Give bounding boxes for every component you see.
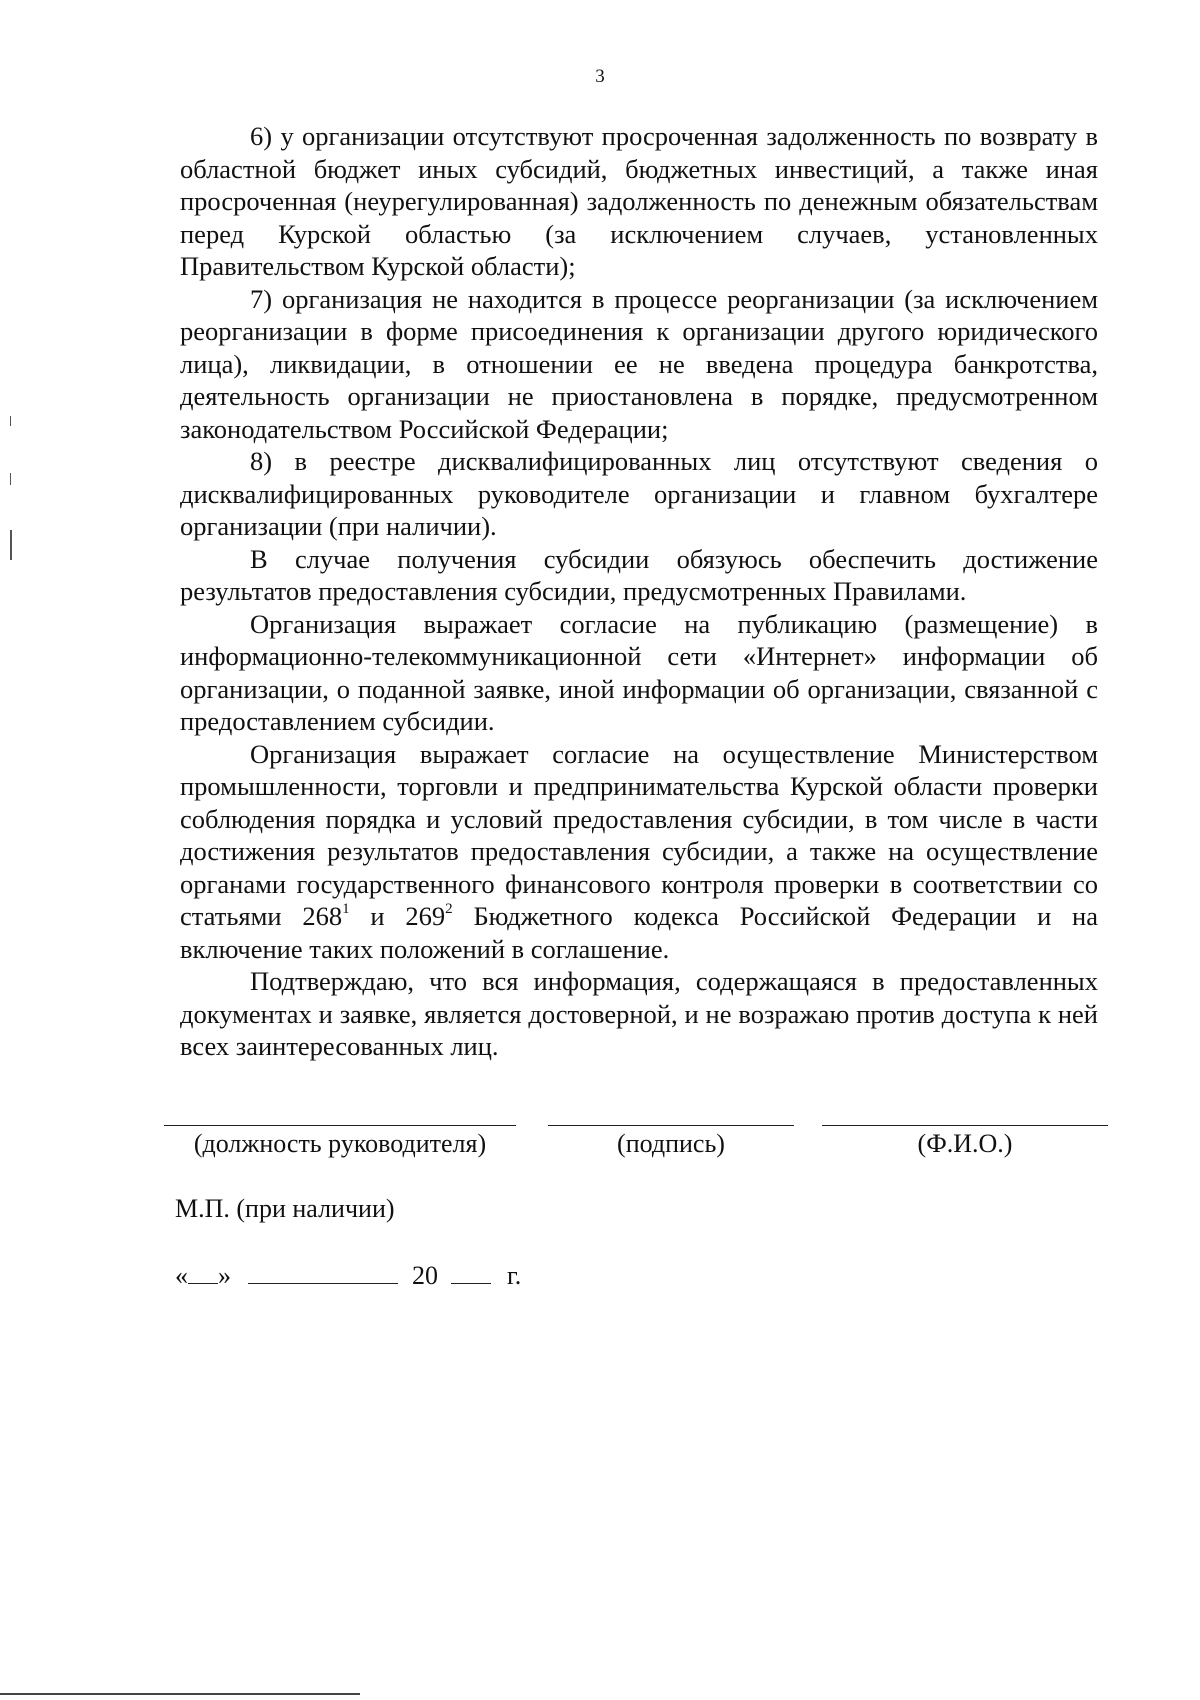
paragraph-item-8: 8) в реестре дисквалифицированных лиц отсутствуют сведения о дисквалифицированных руководителе организации и главном бухгалтере организации (при наличии).	[180, 446, 1098, 541]
superscript-1: 1	[342, 901, 350, 918]
date-close-quote: »	[218, 1261, 231, 1290]
scan-mark	[10, 473, 11, 485]
year-blank	[451, 1261, 491, 1284]
paragraph-audit-consent	[180, 738, 1098, 966]
superscript-2: 2	[445, 901, 453, 918]
scan-mark	[10, 530, 12, 560]
signature-caption: (подпись)	[617, 1129, 725, 1158]
paragraph-confirmation: Подтверждаю, что вся информация, содержащаяся в предоставленных документах и заявке, является достоверной, и не возражаю против доступа к ней всех заинтересованных лиц.	[180, 966, 1098, 1061]
year-suffix: г.	[507, 1261, 522, 1290]
scan-mark	[10, 416, 11, 426]
document-body	[180, 120, 1098, 1063]
date-open-quote: «	[175, 1261, 188, 1290]
year-prefix: 20	[412, 1261, 438, 1290]
name-signature-line	[822, 1125, 1108, 1126]
position-signature-line	[164, 1125, 516, 1126]
day-blank	[188, 1261, 218, 1284]
audit-consent-text-2: и 269	[349, 901, 446, 931]
paragraph-commitment: В случае получения субсидии обязуюсь обеспечить достижение результатов предоставления субсидии, предусмотренных Правилами.	[180, 543, 1098, 606]
audit-consent-text-1: Организация выражает согласие на осуществление Министерством промышленности, торговли и предпринимательства Курской области проверки соблюдения порядка и условий предоставления субсидии, в том числе в части достижения результатов предоставления субсидии, а также на осуществление органами государственного финансового контроля проверки в соответствии со статьями 268	[180, 738, 1098, 931]
paragraph-publication-consent: Организация выражает согласие на публикацию (размещение) в информационно-телекоммуникационной сети «Интернет» информации об организации, о поданной заявке, иной информации об организации, связанной с предоставлением субсидии.	[180, 608, 1098, 736]
paragraph-item-6: 6) у организации отсутствуют просроченная задолженность по возврату в областной бюджет иных субсидий, бюджетных инвестиций, а также иная просроченная (неурегулированная) задолженность по денежным обязательствам перед Курской областью (за исключением случаев, установленных Правительством Курской области);	[180, 121, 1098, 281]
month-blank	[248, 1261, 398, 1284]
stamp-note: М.П. (при наличии)	[175, 1194, 395, 1223]
name-caption: (Ф.И.О.)	[917, 1129, 1013, 1158]
scan-bottom-edge	[0, 1693, 360, 1695]
page-number: 3	[595, 66, 605, 87]
audit-consent-text-3: Бюджетного кодекса Российской Федерации и на включение таких положений в соглашение.	[180, 901, 1098, 964]
date-line	[175, 1260, 521, 1292]
position-caption: (должность руководителя)	[193, 1129, 487, 1158]
paragraph-item-7: 7) организация не находится в процессе реорганизации (за исключением реорганизации в форме присоединения к организации другого юридического лица), ликвидации, в отношении ее не введена процедура банкротства, деятельность организации не приостановлена в порядке, предусмотренном законодательством Российской Федерации;	[180, 283, 1098, 444]
signature-line	[548, 1125, 794, 1126]
